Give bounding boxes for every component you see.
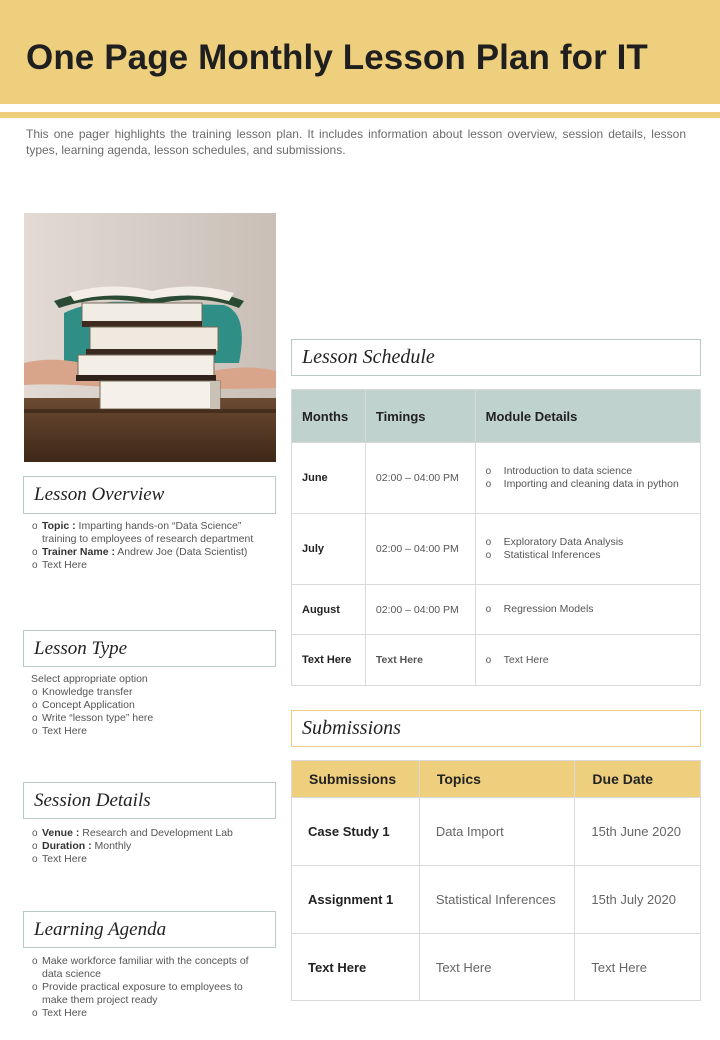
list-item: o Text Here [23,1007,258,1020]
list-item: o Text Here [486,654,700,667]
list-item: o Importing and cleaning data in python [486,478,700,491]
modules-cell [475,443,700,514]
list-item: o Introduction to data science [486,465,700,478]
column-header: Topics [419,761,575,798]
due-date-cell: 15th June 2020 [575,798,701,866]
lesson-overview-title: Lesson Overview [23,476,276,514]
lesson-overview-list [23,520,273,572]
timing-cell: 02:00 – 04:00 PM [365,514,475,585]
lesson-type-list [23,673,273,738]
timing-cell: Text Here [365,635,475,686]
submission-name-cell: Case Study 1 [292,798,420,866]
session-details-list [23,827,273,866]
list-item: o Statistical Inferences [486,549,700,562]
table-row [292,585,701,635]
list-item: o Text Here [23,853,273,866]
list-item: o Text Here [23,725,273,738]
learning-agenda-title: Learning Agenda [23,911,276,948]
list-item: o Knowledge transfer [23,686,273,699]
lesson-type-title: Lesson Type [23,630,276,667]
submissions-table [291,760,701,1001]
table-header-row [292,761,701,798]
submissions-title: Submissions [291,710,701,747]
timing-cell: 02:00 – 04:00 PM [365,585,475,635]
list-item: o Text Here [23,559,273,572]
header-divider [0,112,720,118]
timing-cell: 02:00 – 04:00 PM [365,443,475,514]
submission-name-cell: Text Here [292,934,420,1001]
table-row [292,443,701,514]
due-date-cell: Text Here [575,934,701,1001]
month-cell: August [292,585,366,635]
submission-name-cell: Assignment 1 [292,866,420,934]
page-title: One Page Monthly Lesson Plan for IT [26,38,648,77]
list-item: o Topic : Imparting hands-on “Data Science” training to employees of research department [23,520,273,546]
list-item: o Concept Application [23,699,273,712]
learning-agenda-list [23,955,258,1020]
list-item: o Make workforce familiar with the concepts of data science [23,955,258,981]
header-banner [0,0,720,104]
list-item: o Venue : Research and Development Lab [23,827,273,840]
topic-cell: Statistical Inferences [419,866,575,934]
column-header: Module Details [475,390,700,443]
modules-cell [475,585,700,635]
list-item: o Trainer Name : Andrew Joe (Data Scientist) [23,546,273,559]
column-header: Months [292,390,366,443]
books-photo-illustration [24,213,276,462]
table-header-row [292,390,701,443]
intro-text: This one pager highlights the training lesson plan. It includes information about lesson overview, session details, lesson types, learning agenda, lesson schedules, and submissions. [26,127,686,157]
list-item: o Exploratory Data Analysis [486,536,700,549]
lesson-schedule-table [291,389,701,686]
modules-cell [475,635,700,686]
month-cell: July [292,514,366,585]
due-date-cell: 15th July 2020 [575,866,701,934]
table-row [292,866,701,934]
column-header: Timings [365,390,475,443]
month-cell: June [292,443,366,514]
books-stack-photo [24,213,276,462]
table-row [292,798,701,866]
lesson-schedule-title: Lesson Schedule [291,339,701,376]
modules-cell [475,514,700,585]
table-row [292,514,701,585]
lesson-type-intro: Select appropriate option [31,673,148,685]
topic-cell: Text Here [419,934,575,1001]
column-header: Submissions [292,761,420,798]
column-header: Due Date [575,761,701,798]
session-details-title: Session Details [23,782,276,819]
list-item: o Provide practical exposure to employees to make them project ready [23,981,258,1007]
list-item: o Regression Models [486,603,700,616]
list-item: o Duration : Monthly [23,840,273,853]
table-row [292,635,701,686]
topic-cell: Data Import [419,798,575,866]
month-cell: Text Here [292,635,366,686]
table-row [292,934,701,1001]
list-item: o Write “lesson type” here [23,712,273,725]
